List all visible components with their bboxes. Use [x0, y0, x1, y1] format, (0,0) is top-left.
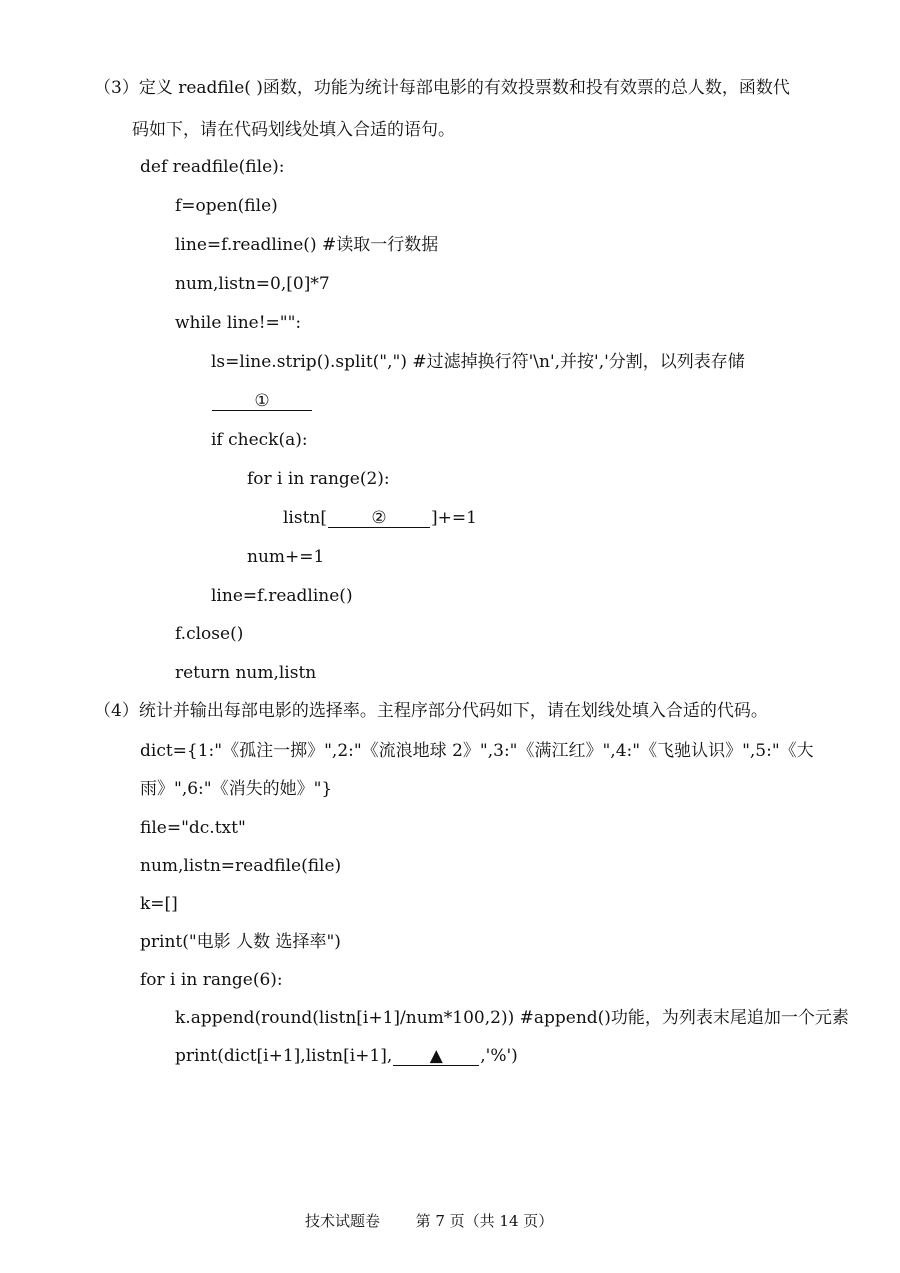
code-call-line: num,listn=readfile(file): [140, 856, 342, 876]
code-for6-line: for i in range(6):: [140, 970, 283, 990]
answer-blank-triangle: ▲: [393, 1047, 479, 1066]
code-print-header-line: print("电影 人数 选择率"): [140, 932, 341, 952]
code-listn-line: [283, 507, 477, 529]
print-suffix: ,'%'): [480, 1046, 518, 1066]
q3-intro-line-1: （3）定义 readfile( )函数，功能为统计每部电影的有效投票数和投有效票的总人数，函数代: [94, 78, 790, 98]
footer-page-number: 第 7 页（共 14 页）: [415, 1212, 554, 1230]
code-close-line: f.close(): [175, 624, 244, 644]
footer-subject: 技术试题卷: [305, 1212, 381, 1230]
code-return-line: return num,listn: [175, 663, 317, 683]
q4-intro: （4）统计并输出每部电影的选择率。主程序部分代码如下，请在划线处填入合适的代码。: [94, 701, 768, 721]
code-k-line: k=[]: [140, 894, 178, 914]
code-for-line: for i in range(2):: [247, 469, 390, 489]
code-num-inc-line: num+=1: [247, 547, 325, 567]
blank-1-line: [211, 390, 313, 412]
code-open-line: f=open(file): [175, 196, 278, 216]
answer-blank-2: ②: [328, 509, 430, 528]
code-def-line: def readfile(file):: [140, 157, 285, 177]
code-append-line: k.append(round(listn[i+1]/num*100,2)) #append()功能，为列表末尾追加一个元素: [175, 1008, 849, 1028]
code-split-line: ls=line.strip().split(",") #过滤掉换行符'\n',并按','分割，以列表存储: [211, 352, 745, 372]
code-dict-line-2: 雨》",6:"《消失的她》"}: [140, 779, 333, 799]
answer-blank-1: ①: [212, 392, 312, 411]
code-init-line: num,listn=0,[0]*7: [175, 274, 330, 294]
code-while-line: while line!="":: [175, 313, 302, 333]
code-file-line: file="dc.txt": [140, 818, 246, 838]
code-readline-line: line=f.readline() #读取一行数据: [175, 235, 439, 255]
print-prefix: print(dict[i+1],listn[i+1],: [175, 1046, 393, 1066]
page-footer: [305, 1210, 553, 1232]
code-dict-line-1: dict={1:"《孤注一掷》",2:"《流浪地球 2》",3:"《满江红》",4:"《飞驰认识》",5:"《大: [140, 741, 814, 761]
listn-prefix: listn[: [283, 508, 328, 528]
listn-suffix: ]+=1: [431, 508, 477, 528]
code-if-line: if check(a):: [211, 430, 308, 450]
code-print-line: [175, 1045, 518, 1067]
code-readline2-line: line=f.readline(): [211, 586, 353, 606]
q3-intro-line-2: 码如下，请在代码划线处填入合适的语句。: [132, 120, 455, 140]
